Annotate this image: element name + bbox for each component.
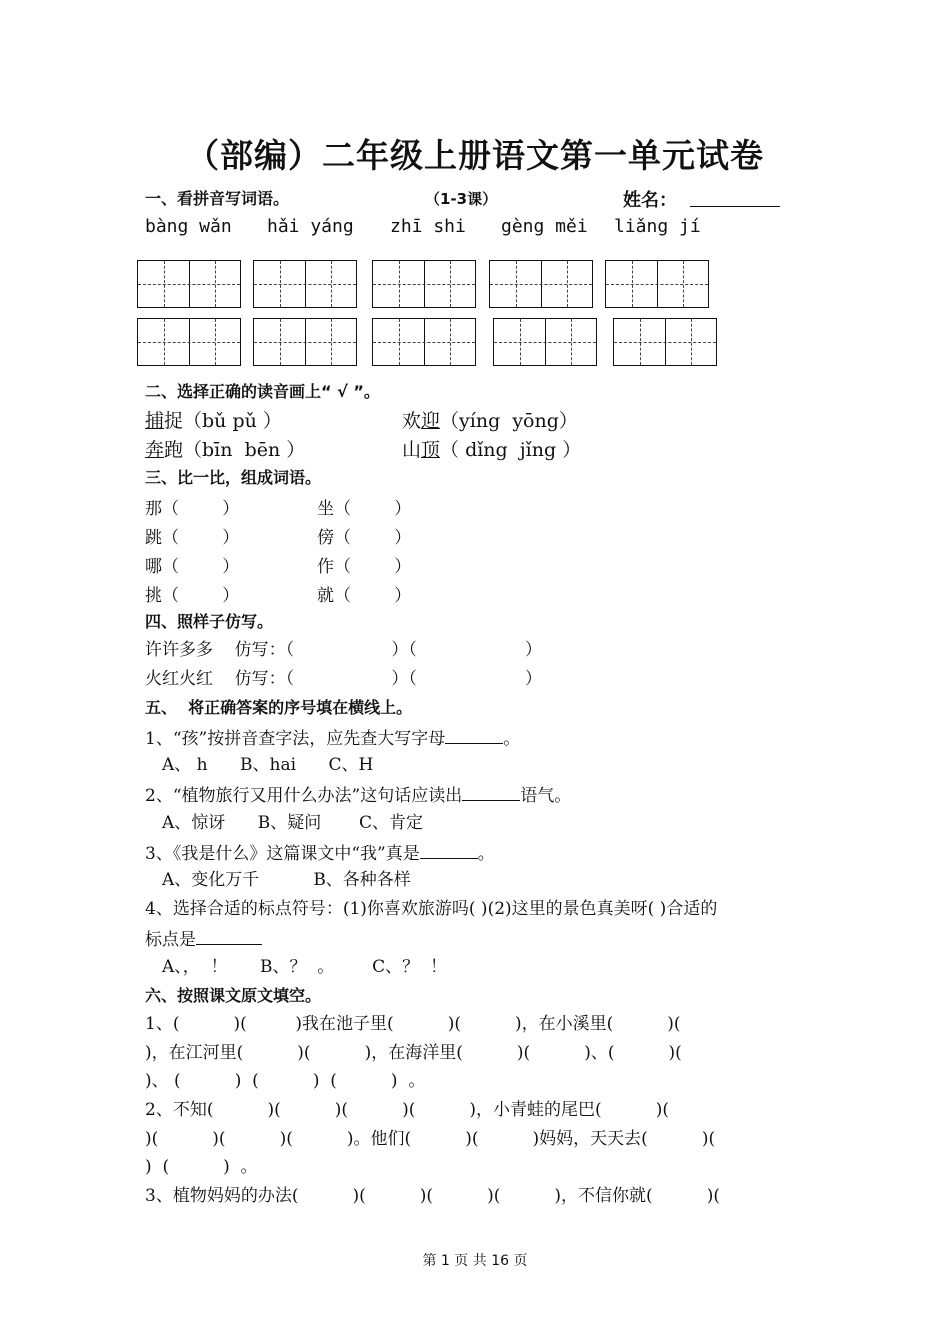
reading-item: 山顶（ dǐng jǐng ） xyxy=(402,439,582,461)
pinyin-3: zhī shi xyxy=(390,216,466,237)
imitation-row: 许许多多 仿写：（ ）（ ） xyxy=(145,640,542,660)
question-3: 3、《我是什么》这篇课文中“我”真是 。 xyxy=(145,840,495,866)
section-5-heading: 五、 将正确答案的序号填在横线上。 xyxy=(145,698,413,717)
fill-line: 3、植物妈妈的办法( )( )( )( )，不信你就( )( xyxy=(145,1186,720,1206)
pinyin-5: liǎng jí xyxy=(614,216,701,237)
question-3-options: A、变化万千 B、各种各样 xyxy=(162,870,411,890)
writing-grid[interactable] xyxy=(605,260,709,308)
fill-line: 2、不知( )( )( )( )，小青蛙的尾巴( )( xyxy=(145,1100,669,1120)
name-label: 姓名： xyxy=(623,190,677,211)
reading-item: 捕捉（bǔ pǔ ） xyxy=(145,410,282,432)
reading-item: 欢迎（yíng yōng） xyxy=(402,410,578,432)
question-4-options: A、， ！ B、？ 。 C、？ ！ xyxy=(162,957,447,977)
answer-blank[interactable] xyxy=(462,782,520,801)
writing-grid[interactable] xyxy=(253,318,357,366)
writing-grid[interactable] xyxy=(372,260,476,308)
name-field[interactable] xyxy=(690,206,780,207)
lesson-range: （1-3课） xyxy=(425,190,498,208)
question-4-line-2: 标点是 xyxy=(145,926,262,952)
exam-title: （部编）二年级上册语文第一单元试卷 xyxy=(186,136,764,175)
question-4-line-1: 4、选择合适的标点符号：(1)你喜欢旅游吗( )(2)这里的景色真美呀( )合适的 xyxy=(145,899,718,919)
compare-item: 作（ ） xyxy=(317,557,412,577)
compare-item: 哪（ ） xyxy=(145,557,240,577)
compare-item: 就（ ） xyxy=(317,586,412,606)
question-2: 2、“植物旅行又用什么办法”这句话应读出 语气。 xyxy=(145,782,571,808)
section-1-heading: 一、看拼音写词语。 xyxy=(145,189,290,208)
writing-grid[interactable] xyxy=(372,318,476,366)
fill-line: )、 ( ) ( ) ( ) 。 xyxy=(145,1071,426,1091)
page-footer: 第 1 页 共 16 页 xyxy=(422,1253,528,1269)
answer-blank[interactable] xyxy=(196,926,262,945)
imitation-row: 火红火红 仿写：（ ）（ ） xyxy=(145,669,542,689)
section-3-heading: 三、比一比，组成词语。 xyxy=(145,468,322,487)
answer-blank[interactable] xyxy=(445,725,503,744)
section-6-heading: 六、按照课文原文填空。 xyxy=(145,986,322,1005)
compare-item: 那（ ） xyxy=(145,499,240,519)
compare-item: 傍（ ） xyxy=(317,528,412,548)
pinyin-4: gèng měi xyxy=(501,216,588,237)
pinyin-2: hǎi yáng xyxy=(267,216,354,237)
question-2-options: A、惊讶 B、疑问 C、肯定 xyxy=(162,813,424,833)
writing-grid[interactable] xyxy=(489,260,593,308)
answer-blank[interactable] xyxy=(420,840,478,859)
writing-grid[interactable] xyxy=(137,318,241,366)
writing-grid[interactable] xyxy=(137,260,241,308)
question-1: 1、“孩”按拼音查字法，应先查大写字母 。 xyxy=(145,725,520,751)
fill-line: 1、( )( )我在池子里( )( )，在小溪里( )( xyxy=(145,1014,681,1034)
writing-grid[interactable] xyxy=(253,260,357,308)
writing-grid[interactable] xyxy=(493,318,597,366)
reading-item: 奔跑（bīn bēn ） xyxy=(145,439,306,461)
section-2-heading: 二、选择正确的读音画上“ √ ”。 xyxy=(145,382,380,401)
compare-item: 坐（ ） xyxy=(317,499,412,519)
fill-line: )，在江河里( )( )，在海洋里( )( )、( )( xyxy=(145,1043,682,1063)
compare-item: 挑（ ） xyxy=(145,586,240,606)
writing-grid[interactable] xyxy=(613,318,717,366)
section-4-heading: 四、照样子仿写。 xyxy=(145,612,274,631)
question-1-options: A、 h B、hai C、H xyxy=(162,755,374,775)
fill-line: )( )( )( )。他们( )( )妈妈，天天去( )( xyxy=(145,1129,716,1149)
compare-item: 跳（ ） xyxy=(145,528,240,548)
pinyin-1: bàng wǎn xyxy=(145,216,232,237)
fill-line: ) ( ) 。 xyxy=(145,1157,258,1177)
